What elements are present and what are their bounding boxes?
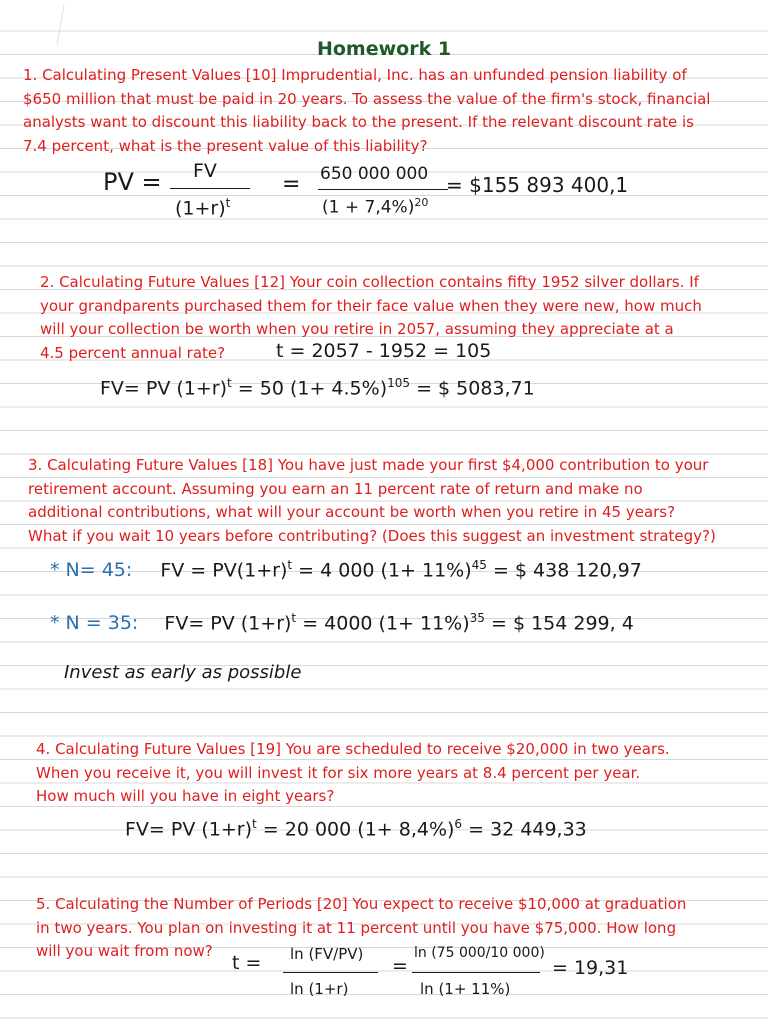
question-3-line: What if you wait 10 years before contributing? (Does this suggest an investment strategy?) — [28, 526, 716, 545]
fraction2-bar — [318, 189, 448, 190]
question-1-line: 1. Calculating Present Values [10] Imprudential, Inc. has an unfunded pension liability of — [23, 66, 687, 84]
question-3 — [28, 454, 716, 548]
fraction-bar — [170, 188, 250, 189]
formula-substitution: = 4 000 (1+ 11%) — [298, 559, 472, 582]
question-4-line: How much will you have in eight years? — [36, 787, 335, 805]
question-5-line: in two years. You plan on investing it at 11 percent until you have $75,000. How long — [36, 918, 677, 937]
formula-substitution: = 50 (1+ 4.5%) — [237, 377, 388, 400]
n35-label: * N = 35: — [50, 612, 139, 635]
question-4 — [36, 738, 670, 809]
formula-exponent: t — [291, 611, 297, 625]
question-3-line: 3. Calculating Future Values [18] You have just made your first $4,000 contribution to your — [28, 456, 709, 474]
fraction2-denominator: ln (1+ 11%) — [420, 980, 511, 998]
answer-2-result: = $ 5083,71 — [416, 377, 535, 400]
answer-2-work — [100, 376, 535, 399]
question-1 — [23, 64, 710, 158]
pv-label: PV = — [103, 168, 162, 196]
answer-5-result: = 19,31 — [552, 957, 629, 979]
formula-exponent: t — [252, 817, 257, 831]
answer-3-row-35 — [50, 611, 634, 634]
formula-lhs: FV = PV(1+r) — [160, 559, 288, 582]
question-2-line: 4.5 percent annual rate? — [40, 343, 226, 362]
question-2-line: your grandparents purchased them for their face value when they were new, how much — [40, 296, 702, 315]
fraction2-numerator: ln (75 000/10 000) — [414, 945, 545, 961]
substitution-exponent: 45 — [471, 558, 487, 572]
n45-label: * N= 45: — [50, 559, 133, 582]
formula-lhs: FV= PV (1+r) — [164, 612, 292, 635]
denominator2-exponent: 20 — [414, 196, 429, 209]
fraction-bar — [283, 972, 378, 973]
question-3-line: additional contributions, what will your account be worth when you retire in 45 years? — [28, 503, 676, 521]
equals-sign: = — [392, 955, 408, 977]
question-2-line: will your collection be worth when you retire in 2057, assuming they appreciate at a — [40, 320, 674, 338]
formula-lhs: FV= PV (1+r) — [100, 377, 228, 400]
investment-advice: Invest as early as possible — [64, 662, 302, 683]
answer-4-result: = 32 449,33 — [468, 818, 587, 841]
question-1-line: 7.4 percent, what is the present value of this liability? — [23, 136, 428, 155]
answer-3a-result: = $ 438 120,97 — [492, 559, 642, 582]
equals-sign: = — [282, 172, 301, 197]
substitution-exponent: 6 — [454, 817, 463, 831]
formula-exponent: t — [227, 376, 232, 390]
formula-lhs: FV= PV (1+r) — [125, 818, 253, 841]
substitution-exponent: 35 — [469, 611, 485, 625]
formula-substitution: = 20 000 (1+ 8,4%) — [262, 818, 455, 841]
question-1-line: analysts want to discount this liability back to the present. If the relevant discount rate is — [23, 113, 695, 131]
answer-3b-result: = $ 154 299, 4 — [490, 612, 634, 635]
question-1-line: $650 million that must be paid in 20 years. To assess the value of the firm's stock, financial — [23, 89, 711, 108]
answer-3-row-45 — [50, 558, 642, 581]
substitution-exponent: 105 — [387, 376, 411, 390]
answer-4-work — [125, 817, 587, 840]
question-5-line: will you wait from now? — [36, 942, 213, 960]
question-4-line: 4. Calculating Future Values [19] You are scheduled to receive $20,000 in two years. — [36, 740, 670, 758]
question-5-line: 5. Calculating the Number of Periods [20] You expect to receive $10,000 at graduation — [36, 895, 687, 913]
t-label: t = — [232, 952, 262, 974]
answer-1-result: = $155 893 400,1 — [446, 173, 629, 197]
page-title: Homework 1 — [316, 38, 452, 60]
denominator2-base: (1 + 7,4%) — [322, 197, 415, 218]
fraction2-bar — [412, 972, 540, 973]
question-2-line: 2. Calculating Future Values [12] Your coin collection contains fifty 1952 silver dollars. If — [40, 273, 699, 291]
time-calculation: t = 2057 - 1952 = 105 — [276, 340, 492, 362]
fraction-numerator: ln (FV/PV) — [290, 945, 364, 963]
fraction2-numerator: 650 000 000 — [320, 164, 429, 184]
formula-substitution: = 4000 (1+ 11%) — [302, 612, 470, 635]
formula-exponent: t — [287, 558, 293, 572]
denominator-exponent: t — [225, 196, 231, 210]
fraction-denominator — [175, 196, 230, 219]
fraction2-denominator — [322, 196, 428, 218]
denominator-base: (1+r) — [175, 197, 226, 220]
fraction-numerator: FV — [193, 160, 217, 182]
fraction-denominator: ln (1+r) — [290, 980, 349, 998]
question-3-line: retirement account. Assuming you earn an 11 percent rate of return and make no — [28, 479, 643, 498]
question-4-line: When you receive it, you will invest it for six more years at 8.4 percent per year. — [36, 763, 641, 782]
